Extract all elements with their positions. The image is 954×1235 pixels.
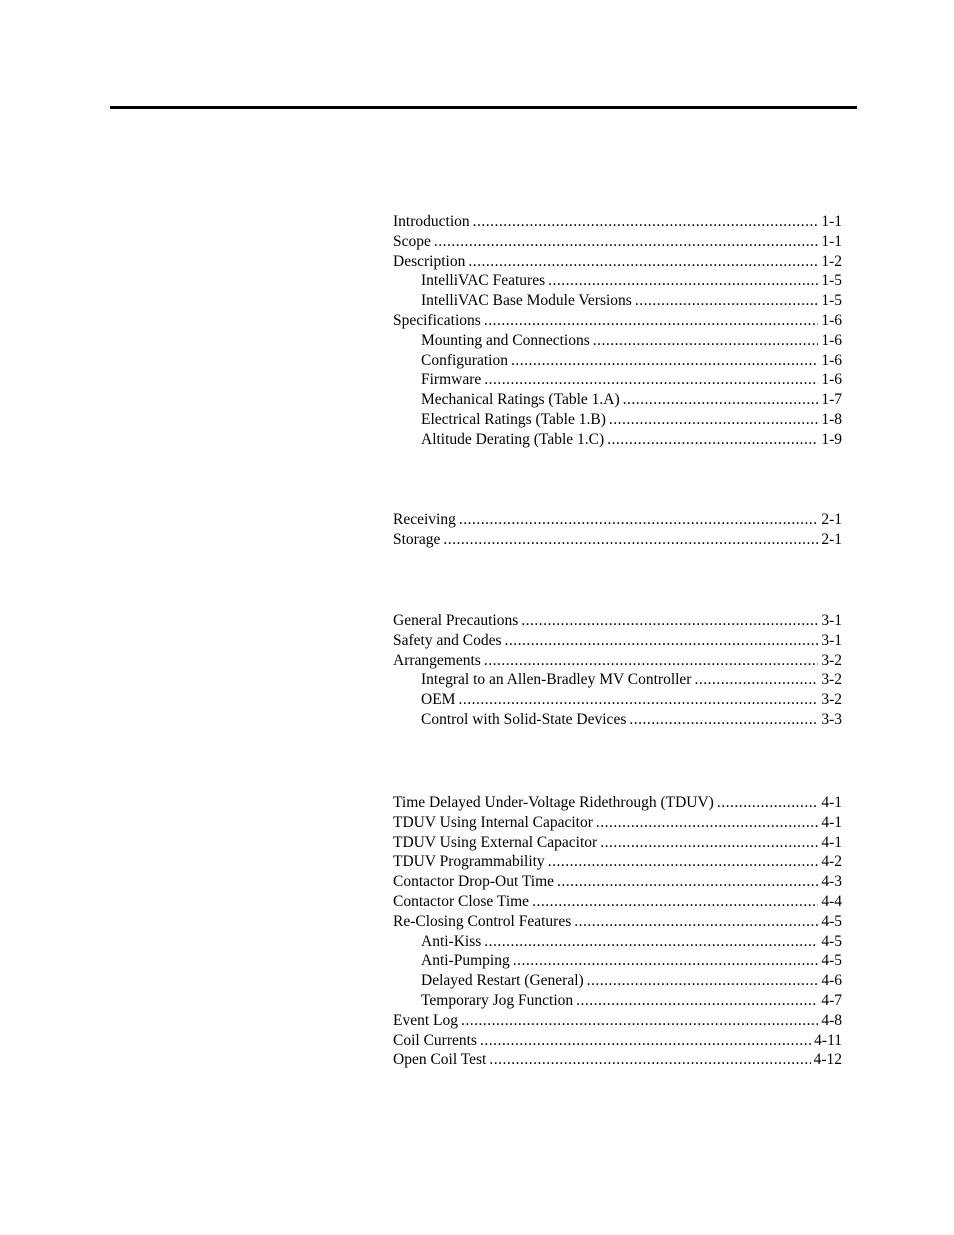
toc-entry-title: Mounting and Connections bbox=[421, 331, 590, 349]
toc-entry-title: Time Delayed Under-Voltage Ridethrough (TDUV) bbox=[393, 794, 714, 811]
toc-dot-leader bbox=[576, 991, 818, 1011]
toc-dot-leader bbox=[484, 370, 818, 390]
toc-entry-title: Open Coil Test bbox=[393, 1051, 487, 1069]
toc-entry[interactable] bbox=[393, 291, 842, 311]
toc-entry[interactable] bbox=[393, 530, 842, 550]
toc-entry-page: 1-6 bbox=[821, 371, 842, 389]
toc-entry[interactable] bbox=[393, 370, 842, 390]
toc-entry[interactable] bbox=[393, 651, 842, 671]
toc-entry-title: Description bbox=[393, 252, 466, 270]
toc-entry-page: 4-1 bbox=[821, 813, 842, 831]
toc-dot-leader bbox=[557, 872, 818, 892]
toc-entry-page: 4-1 bbox=[821, 794, 842, 811]
toc-entry-page: 1-1 bbox=[821, 232, 842, 250]
toc-entry[interactable] bbox=[393, 410, 842, 430]
toc-dot-leader bbox=[521, 611, 818, 631]
toc-entry-page: 2-1 bbox=[821, 511, 842, 528]
toc-dot-leader bbox=[513, 951, 819, 971]
toc-dot-leader bbox=[596, 813, 818, 833]
toc-entry-page: 3-1 bbox=[821, 612, 842, 629]
toc-entry[interactable] bbox=[393, 331, 842, 351]
toc-entry-page: 3-3 bbox=[821, 710, 842, 728]
toc-dot-leader bbox=[504, 631, 818, 651]
toc-entry[interactable] bbox=[393, 430, 842, 450]
toc-section-4 bbox=[393, 793, 842, 1070]
toc-entry[interactable] bbox=[393, 510, 842, 530]
toc-entry[interactable] bbox=[393, 690, 842, 710]
toc-entry-title: Configuration bbox=[421, 351, 508, 369]
toc-entry-title: Safety and Codes bbox=[393, 631, 502, 649]
toc-entry-page: 1-6 bbox=[821, 311, 842, 329]
toc-section-2 bbox=[393, 510, 842, 550]
toc-entry[interactable] bbox=[393, 813, 842, 833]
toc-entry-page: 4-2 bbox=[821, 853, 842, 871]
toc-entry-page: 1-2 bbox=[821, 252, 842, 270]
toc-entry[interactable] bbox=[393, 232, 842, 252]
toc-entry-title: General Precautions bbox=[393, 612, 519, 629]
toc-entry[interactable] bbox=[393, 1011, 842, 1031]
toc-dot-leader bbox=[458, 690, 818, 710]
toc-entry-title: Anti-Kiss bbox=[421, 932, 482, 950]
toc-dot-leader bbox=[461, 1011, 818, 1031]
toc-entry-page: 4-6 bbox=[821, 972, 842, 990]
toc-entry-title: Coil Currents bbox=[393, 1031, 477, 1049]
toc-entry-title: IntelliVAC Features bbox=[421, 272, 546, 290]
toc-dot-leader bbox=[480, 1031, 811, 1051]
toc-dot-leader bbox=[532, 892, 818, 912]
toc-entry[interactable] bbox=[393, 971, 842, 991]
toc-entry[interactable] bbox=[393, 892, 842, 912]
toc-dot-leader bbox=[607, 430, 818, 450]
toc-dot-leader bbox=[593, 331, 819, 351]
toc-entry-page: 4-7 bbox=[821, 991, 842, 1009]
toc-entry-page: 1-6 bbox=[821, 351, 842, 369]
toc-entry[interactable] bbox=[393, 951, 842, 971]
toc-dot-leader bbox=[484, 932, 818, 952]
toc-entry-page: 4-8 bbox=[821, 1011, 842, 1029]
toc-dot-leader bbox=[609, 410, 818, 430]
toc-entry-title: Firmware bbox=[421, 371, 482, 389]
toc-entry-title: Storage bbox=[393, 530, 441, 548]
toc-entry-page: 4-1 bbox=[821, 833, 842, 851]
toc-entry[interactable] bbox=[393, 1050, 842, 1070]
toc-entry-page: 1-8 bbox=[821, 410, 842, 428]
toc-entry-page: 4-5 bbox=[821, 932, 842, 950]
toc-entry[interactable] bbox=[393, 252, 842, 272]
toc-dot-leader bbox=[484, 311, 819, 331]
toc-entry-title: Integral to an Allen-Bradley MV Controller bbox=[421, 671, 692, 689]
toc-entry-title: TDUV Using Internal Capacitor bbox=[393, 813, 593, 831]
toc-entry-page: 1-7 bbox=[821, 391, 842, 409]
toc-entry-page: 1-9 bbox=[821, 430, 842, 448]
toc-dot-leader bbox=[459, 510, 818, 530]
toc-dot-leader bbox=[511, 351, 818, 371]
toc-dot-leader bbox=[468, 252, 818, 272]
toc-entry-page: 4-3 bbox=[821, 873, 842, 891]
toc-dot-leader bbox=[574, 912, 818, 932]
toc-dot-leader bbox=[587, 971, 819, 991]
toc-entry[interactable] bbox=[393, 390, 842, 410]
toc-section-3 bbox=[393, 611, 842, 730]
toc-entry-title: Electrical Ratings (Table 1.B) bbox=[421, 410, 606, 428]
toc-entry-title: Delayed Restart (General) bbox=[421, 972, 584, 990]
toc-entry-title: Contactor Close Time bbox=[393, 892, 530, 910]
toc-entry[interactable] bbox=[393, 670, 842, 690]
toc-dot-leader bbox=[600, 833, 818, 853]
toc-entry[interactable] bbox=[393, 631, 842, 651]
toc-entry-page: 4-5 bbox=[821, 912, 842, 930]
toc-dot-leader bbox=[629, 710, 818, 730]
toc-entry-page: 1-5 bbox=[821, 292, 842, 310]
toc-dot-leader bbox=[489, 1050, 810, 1070]
toc-entry-title: Scope bbox=[393, 232, 431, 250]
toc-entry[interactable] bbox=[393, 611, 842, 631]
toc-section-1 bbox=[393, 212, 842, 450]
toc-entry[interactable] bbox=[393, 793, 842, 813]
toc-dot-leader bbox=[473, 212, 819, 232]
toc-dot-leader bbox=[443, 530, 818, 550]
toc-entry[interactable] bbox=[393, 351, 842, 371]
toc-entry-title: Mechanical Ratings (Table 1.A) bbox=[421, 391, 620, 409]
toc-entry-title: Specifications bbox=[393, 311, 481, 329]
toc-entry[interactable] bbox=[393, 710, 842, 730]
toc-entry-page: 2-1 bbox=[821, 530, 842, 548]
toc-entry-page: 1-5 bbox=[821, 272, 842, 290]
toc-entry-title: Anti-Pumping bbox=[421, 952, 510, 970]
toc-entry-page: 4-5 bbox=[821, 952, 842, 970]
toc-entry[interactable] bbox=[393, 991, 842, 1011]
toc-entry[interactable] bbox=[393, 872, 842, 892]
toc-entry-title: Arrangements bbox=[393, 651, 481, 669]
toc-dot-leader bbox=[694, 670, 818, 690]
toc-entry[interactable] bbox=[393, 1031, 842, 1051]
toc-entry[interactable] bbox=[393, 932, 842, 952]
toc-dot-leader bbox=[434, 232, 818, 252]
toc-dot-leader bbox=[548, 271, 818, 291]
toc-entry-page: 1-6 bbox=[821, 331, 842, 349]
toc-entry-page: 3-2 bbox=[821, 671, 842, 689]
toc-dot-leader bbox=[623, 390, 819, 410]
toc-entry-title: Introduction bbox=[393, 213, 470, 230]
toc-entry-title: Contactor Drop-Out Time bbox=[393, 873, 555, 891]
toc-entry[interactable] bbox=[393, 311, 842, 331]
toc-entry-title: Re-Closing Control Features bbox=[393, 912, 572, 930]
toc-dot-leader bbox=[484, 651, 819, 671]
toc-entry-title: Temporary Jog Function bbox=[421, 991, 574, 1009]
toc-entry[interactable] bbox=[393, 852, 842, 872]
toc-entry-page: 4-11 bbox=[814, 1031, 842, 1049]
toc-dot-leader bbox=[548, 852, 819, 872]
toc-entry-title: Control with Solid-State Devices bbox=[421, 710, 627, 728]
toc-entry[interactable] bbox=[393, 212, 842, 232]
toc-entry-page: 3-1 bbox=[821, 631, 842, 649]
toc-entry-title: IntelliVAC Base Module Versions bbox=[421, 292, 632, 310]
toc-entry-page: 3-2 bbox=[821, 691, 842, 709]
toc-entry[interactable] bbox=[393, 271, 842, 291]
toc-entry-page: 4-12 bbox=[813, 1051, 842, 1069]
toc-entry-title: OEM bbox=[421, 691, 456, 709]
toc-entry-page: 3-2 bbox=[821, 651, 842, 669]
toc-entry-title: TDUV Using External Capacitor bbox=[393, 833, 598, 851]
toc-entry[interactable] bbox=[393, 833, 842, 853]
toc-entry-title: TDUV Programmability bbox=[393, 853, 545, 871]
toc-dot-leader bbox=[717, 793, 819, 813]
header-rule bbox=[110, 106, 857, 109]
toc-entry-page: 1-1 bbox=[821, 213, 842, 230]
toc-entry-title: Event Log bbox=[393, 1011, 458, 1029]
toc-entry[interactable] bbox=[393, 912, 842, 932]
toc-entry-page: 4-4 bbox=[821, 892, 842, 910]
toc-entry-title: Receiving bbox=[393, 511, 456, 528]
toc-entry-title: Altitude Derating (Table 1.C) bbox=[421, 430, 605, 448]
toc-dot-leader bbox=[635, 291, 819, 311]
